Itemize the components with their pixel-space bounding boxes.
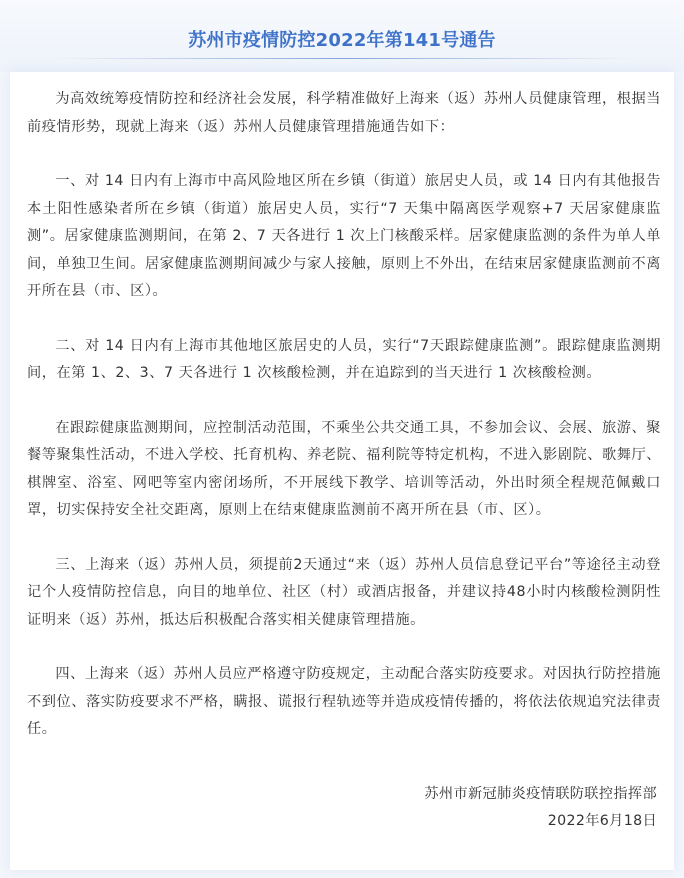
monitoring-rules-paragraph: 在跟踪健康监测期间，应控制活动范围，不乘坐公共交通工具，不参加会议、会展、旅游、聚餐等聚集性活动，不进入学校、托育机构、养老院、福利院等特定机构，不进入影剧院、歌舞厅、棋牌室、浴室、网吧等室内密闭场所，不开展线下教学、培训等活动，外出时须全程规范佩戴口罩，切实保持安全社交距离，原则上在结束健康监测前不离开所在县（市、区）。	[27, 419, 661, 518]
issue-date: 2022年6月18日	[547, 813, 657, 829]
intro-paragraph: 为高效统筹疫情防控和经济社会发展，科学精准做好上海来（返）苏州人员健康管理，根据当前疫情形势，现就上海来（返）苏州人员健康管理措施通告如下：	[27, 91, 661, 135]
clause-1-paragraph: 一、对 14 日内有上海市中高风险地区所在乡镇（街道）旅居史人员，或 14 日内有其他报告本土阳性感染者所在乡镇（街道）旅居史人员，实行“7 天集中隔离医学观察+7 天居家健康监测”。居家健康监测期间，在第 2、7 天各进行 1 次上门核酸采样。居家健康监测的条件为单人单间，单独卫生间。居家健康监测期间减少与家人接触，原则上不外出，在结束居家健康监测前不离开所在县（市、区）。	[27, 173, 661, 299]
title-divider	[50, 58, 634, 59]
signature-block	[257, 781, 657, 835]
document-body	[27, 86, 661, 771]
issuer-name: 苏州市新冠肺炎疫情联防联控指挥部	[424, 786, 657, 802]
clause-4-paragraph: 四、上海来（返）苏州人员应严格遵守防疫规定，主动配合落实防疫要求。对因执行防控措施不到位、落实防疫要求不严格，瞒报、谎报行程轨迹等并造成疫情传播的，将依法依规追究法律责任。	[27, 666, 661, 737]
document-title: 苏州市疫情防控2022年第141号通告	[188, 30, 496, 51]
title-band	[0, 0, 684, 72]
clause-3-paragraph: 三、上海来（返）苏州人员，须提前2天通过“来（返）苏州人员信息登记平台”等途径主动登记个人疫情防控信息，向目的地单位、社区（村）或酒店报备，并建议持48小时内核酸检测阴性证明来（返）苏州，抵达后积极配合落实相关健康管理措施。	[27, 556, 661, 628]
clause-2-paragraph: 二、对 14 日内有上海市其他地区旅居史的人员，实行“7天跟踪健康监测”。跟踪健康监测期间，在第 1、2、3、7 天各进行 1 次核酸检测，并在追踪到的当天进行 1 次核酸检测。	[27, 337, 661, 381]
